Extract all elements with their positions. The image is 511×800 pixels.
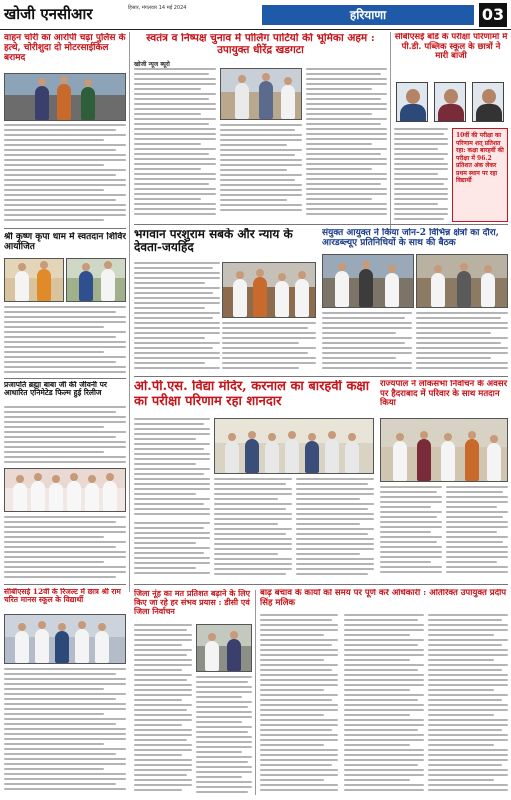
health-camp-body [4, 306, 126, 376]
parshuram-headline: भगवान परशुराम सबके और न्याय के देवता-जयहिंद [134, 228, 293, 255]
student-portrait [396, 82, 428, 122]
free-elections-headline: स्वतंत्र व निष्पक्ष चुनाव में पोलिंग पार्टियों की भूमिका अहम : उपायुक्त धीरेंद्र खडगटा [146, 33, 375, 56]
sanyukt-ayukt-photo-2 [416, 254, 508, 308]
rajyapal-headline: राज्यपाल ने लोकसभा निर्वाचन के अवसर पर हैदराबाद में परिवार के साथ मतदान किया [380, 380, 508, 409]
flood-rescue-body-col1 [260, 614, 338, 796]
page-number: 03 [479, 3, 507, 27]
column-rule [390, 32, 391, 232]
cbse-12-headline: सीबीएसई 12वीं के रिजल्ट में छात्र श्री राम चरित मानस स्कूल के विद्यार्थी [4, 588, 121, 605]
cbse-highlight-text: 10वीं की परीक्षा का परिणाम शत् प्रतिशत रहा: कक्षा बारहवीं की परीक्षा में 96.2 प्रतिशत अंक लेकर प्रथम स्थान पर रहा विद्यार्थी [456, 132, 504, 184]
sanyukt-ayukt-body-col2 [416, 312, 508, 372]
column-rule [129, 32, 130, 592]
cbse-result-headline: सीबीएसई बोर्ड के परीक्षा परिणामों में पी.डी. पब्लिक स्कूल के छात्रों ने मारी बाजी [394, 33, 508, 62]
flood-rescue-headline: बाढ़ बचाव के कार्यों को समय पर पूर्ण करें अधिकारी : अतिरिक्त उपायुक्त प्रदीप सिंह मलिक [260, 589, 507, 608]
column-rule [255, 590, 256, 795]
film-release-headline: प्रजापति ब्रह्मा बाबा जी की जीवनी पर आधारित एनिमेटेड फिल्म हुई रिलीज [4, 381, 107, 398]
cbse-highlight-box [452, 128, 508, 222]
rajyapal-photo [380, 418, 508, 482]
health-camp-headline: श्री कृष्ण कृपा धाम में स्वतदान शिविर आयोजित [4, 232, 126, 253]
ops-school-body-col3 [296, 478, 374, 578]
section-title: हरियाणा [262, 5, 474, 25]
parshuram-photo [222, 262, 316, 318]
student-portrait [434, 82, 466, 122]
parshuram-body-col1 [134, 262, 220, 372]
film-release-photo [4, 468, 126, 512]
vehicle-theft-headline: वाहन चोरी का आरोपी चढ़ा पुलिस के हत्थे, चोरीशुदा दो मोटरसाईकिल बरामद [4, 33, 126, 64]
vehicle-theft-body [4, 124, 126, 224]
voter-turnout-body-col1 [134, 624, 192, 796]
health-camp-photo-2 [66, 258, 126, 302]
cbse-12-photo [4, 614, 126, 664]
dateline: हिसार, मंगलवार 14 मई 2024 [128, 5, 187, 11]
ops-school-photo [214, 418, 374, 474]
cbse-12-body [4, 668, 126, 796]
free-elections-body-col2 [220, 124, 302, 218]
vehicle-theft-photo [4, 73, 126, 121]
voter-turnout-body-col2 [196, 676, 252, 796]
rajyapal-body-col1 [380, 486, 442, 578]
cbse-result-body [394, 128, 448, 224]
voter-turnout-photo [196, 624, 252, 672]
film-release-body [4, 406, 126, 466]
free-elections-photo [220, 68, 302, 120]
voter-turnout-headline: जिला नूंह का मत प्रतिशत बढ़ाने के लिए किए जा रहे हर संभव प्रयास : डीसी एवं जिला निर्वाचन [134, 589, 251, 616]
health-camp-photo-1 [4, 258, 64, 302]
free-elections-body-col1 [134, 68, 216, 218]
sanyukt-ayukt-photo-1 [322, 254, 414, 308]
ops-school-body-col1b [134, 522, 210, 578]
flood-rescue-body-col3 [428, 614, 508, 796]
film-release-body-2 [4, 516, 126, 580]
student-portrait [472, 82, 504, 122]
free-elections-body-col3 [306, 68, 387, 218]
ops-school-headline: ओ.पी.एस. विद्या मंदिर, करनाल का बारहवीं कक्षा का परीक्षा परिणाम रहा शानदार [134, 380, 370, 409]
ops-school-body-col1 [134, 418, 210, 518]
flood-rescue-body-col2 [344, 614, 424, 796]
newspaper-brand: खोजी एनसीआर [4, 5, 93, 23]
parshuram-body-col2 [222, 322, 316, 372]
sanyukt-ayukt-headline: संयुक्त आयुक्त ने किया जोन-2 विभिन्न क्षेत्रों का दौरा, आरडब्ल्यूए प्रतिनिधियों के साथ की बैठक [322, 228, 499, 249]
rajyapal-body-col2 [446, 486, 508, 578]
free-elections-byline: खोजी न्यूज ब्यूरो [134, 61, 170, 68]
masthead [0, 0, 511, 30]
ops-school-body-col2 [214, 478, 292, 578]
sanyukt-ayukt-body-col1 [322, 312, 412, 372]
